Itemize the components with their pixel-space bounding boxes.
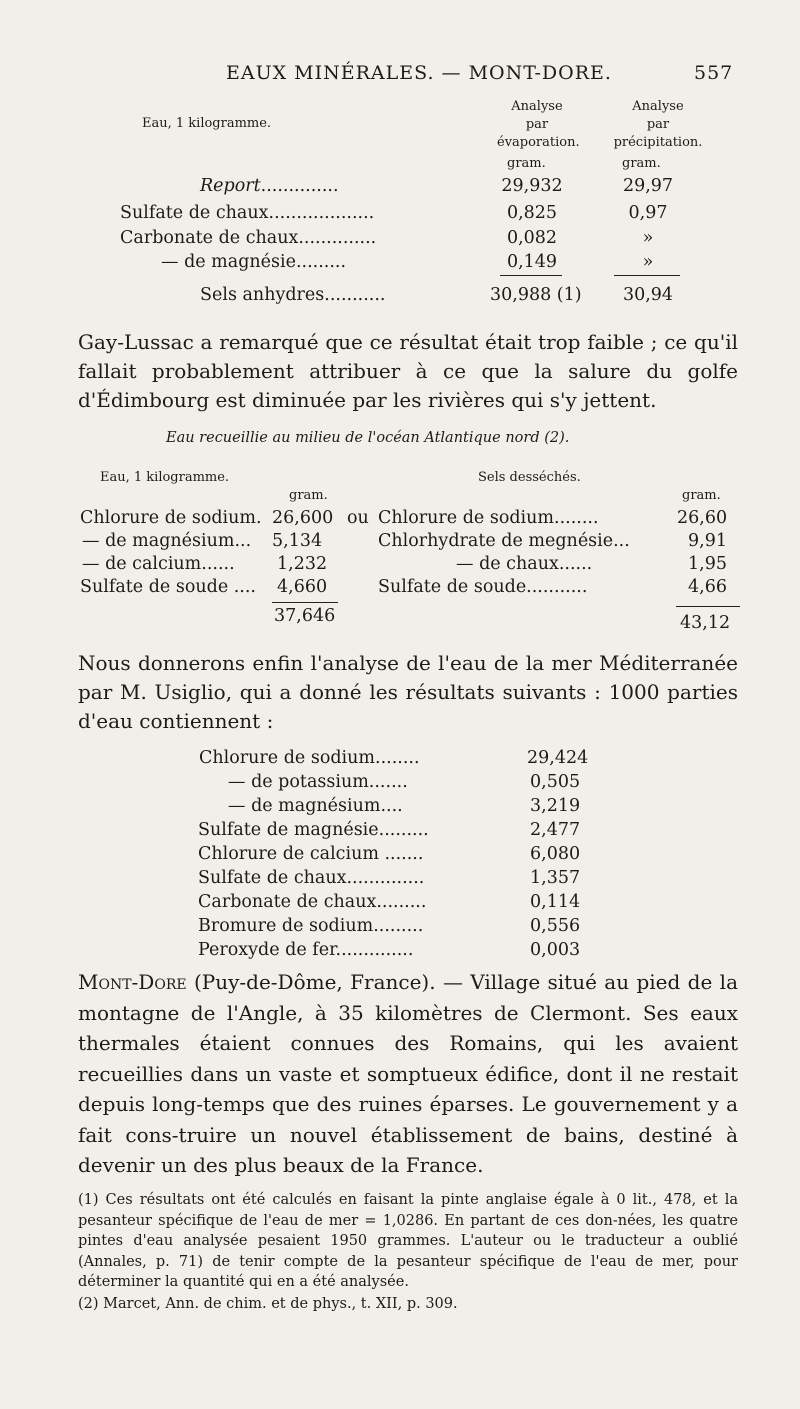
table2-row-value: 26,600 <box>272 508 334 528</box>
table2-row-label: Chlorure de sodium. <box>80 508 262 528</box>
table1-row-label: Sulfate de chaux................... <box>120 203 375 223</box>
table1-sum-rule-1 <box>500 275 562 276</box>
table2-sum-rule-right <box>676 606 740 607</box>
paragraph-mediterranean: Nous donnerons enfin l'analyse de l'eau de la mer Méditerranée par M. Usiglio, qui a donné les résultats suivants : 1000 parties d'eau contiennent : <box>78 651 738 733</box>
table1-row-value2: 29,97 <box>622 176 674 196</box>
table1-total-value2: 30,94 <box>622 285 674 305</box>
table1-col2-header: Analyse par précipitation. <box>613 99 703 150</box>
table2-row-right-value: 1,95 <box>688 554 727 574</box>
table3-row-value: 3,219 <box>530 796 581 816</box>
table3-row-value: 2,477 <box>530 820 581 840</box>
table1-row-value1: 0,082 <box>506 228 558 248</box>
table3-row-label: Chlorure de sodium........ <box>199 748 420 768</box>
table2-row-conjunction: ou <box>347 508 369 528</box>
table3-row-label: Carbonate de chaux......... <box>198 892 427 912</box>
table2-row-label: Sulfate de soude .... <box>80 577 256 597</box>
table3-row-value: 29,424 <box>527 748 589 768</box>
table2-sum-rule-left <box>272 602 338 603</box>
page-number: 557 <box>694 62 734 84</box>
table1-row-label: Carbonate de chaux.............. <box>120 228 377 248</box>
table1-row-label: — de magnésie......... <box>161 252 347 272</box>
table1-unit1: gram. <box>507 156 546 171</box>
running-head <box>0 62 800 88</box>
table3-row-label: Sulfate de magnésie......... <box>198 820 429 840</box>
table2-row-label: — de calcium...... <box>82 554 235 574</box>
table2-left-header: Eau, 1 kilogramme. <box>100 470 230 485</box>
table3-row-value: 0,505 <box>530 772 581 792</box>
entry-headword: Mont-Dore <box>78 970 187 994</box>
table1-col1-header: Analyse par évaporation. <box>497 99 580 150</box>
entry-mont-dore <box>78 967 738 1181</box>
table3-row-value: 0,556 <box>530 916 581 936</box>
table2-row-right-label: Sulfate de soude........... <box>378 577 588 597</box>
table1-row-label: Report.............. <box>200 176 339 196</box>
table3-row-label: — de potassium....... <box>228 772 408 792</box>
table2-right-header: Sels desséchés. <box>478 470 581 485</box>
table2-row-value: 4,660 <box>277 577 328 597</box>
table1-row-value1: 0,149 <box>506 252 558 272</box>
footnote-2: (2) Marcet, Ann. de chim. et de phys., t. XII, p. 309. <box>78 1296 458 1312</box>
table3-row-value: 1,357 <box>530 868 581 888</box>
running-title: EAUX MINÉRALES. — MONT-DORE. <box>226 62 612 84</box>
table1-row-value2: » <box>642 252 654 272</box>
table2-row-right-label: Chlorure de sodium........ <box>378 508 599 528</box>
table2-row-value: 1,232 <box>277 554 328 574</box>
table2-unit-right: gram. <box>682 488 721 503</box>
table1-row-value2: » <box>642 228 654 248</box>
table2-row-right-value: 9,91 <box>688 531 727 551</box>
entry-text: (Puy-de-Dôme, France). — Village situé au pied de la montagne de l'Angle, à 35 kilomètres de Clermont. Ses eaux thermales étaient connues des Romains, qui les avaient recueillies dans un vaste et somptueux édifice, dont il ne restait depuis long-temps que des ruines éparses. Le gouvernement y a fait cons-truire un nouvel établissement de bains, destiné à devenir un des plus beaux de la France. <box>78 970 738 1177</box>
table2-caption: Eau recueillie au milieu de l'océan Atlantique nord (2). <box>166 430 570 446</box>
table2-row-right-value: 4,66 <box>688 577 727 597</box>
table1-row-value1: 29,932 <box>501 176 563 196</box>
table3-row-label: Bromure de sodium......... <box>198 916 424 936</box>
table3-row-value: 0,003 <box>530 940 581 960</box>
table2-row-right-value: 26,60 <box>677 508 728 528</box>
table2-total-right: 43,12 <box>680 613 731 633</box>
table2-row-right-label: Chlorhydrate de megnésie... <box>378 531 630 551</box>
table2-row-label: — de magnésium... <box>82 531 252 551</box>
table1-total-value1: 30,988 (1) <box>490 285 582 305</box>
table1-total-label: Sels anhydres........... <box>200 285 386 305</box>
table3-row-label: — de magnésium.... <box>228 796 403 816</box>
table2-row-right-label: — de chaux...... <box>456 554 593 574</box>
table2-unit-left: gram. <box>289 488 328 503</box>
footnote-1: (1) Ces résultats ont été calculés en faisant la pinte anglaise égale à 0 lit., 478, et la pesanteur spécifique de l'eau de mer = 1,0286. En partant de ces don-nées, les quatre pintes d'eau analysée pesaient 1950 grammes. L'auteur ou le traducteur a oublié (Annales, p. 71) de tenir compte de la pesanteur spécifique de l'eau de mer, pour déterminer la quantité qui en a été analysée. <box>78 1192 738 1290</box>
table3-row-value: 0,114 <box>530 892 581 912</box>
table2-total-left: 37,646 <box>274 606 336 626</box>
table1-unit2: gram. <box>622 156 661 171</box>
table3-row-value: 6,080 <box>530 844 581 864</box>
table1-row-value2: 0,97 <box>628 203 668 223</box>
table3-row-label: Peroxyde de fer.............. <box>198 940 414 960</box>
table3-row-label: Chlorure de calcium ....... <box>198 844 424 864</box>
table1-stub-header: Eau, 1 kilogramme. <box>142 116 272 131</box>
table1-row-value1: 0,825 <box>506 203 558 223</box>
table2-row-value: 5,134 <box>272 531 323 551</box>
table3-row-label: Sulfate de chaux.............. <box>198 868 425 888</box>
paragraph-gay-lussac: Gay-Lussac a remarqué que ce résultat était trop faible ; ce qu'il fallait probablement attribuer à ce que la salure du golfe d'Édimbourg est diminuée par les rivières qui s'y jettent. <box>78 330 738 412</box>
table1-sum-rule-2 <box>614 275 680 276</box>
